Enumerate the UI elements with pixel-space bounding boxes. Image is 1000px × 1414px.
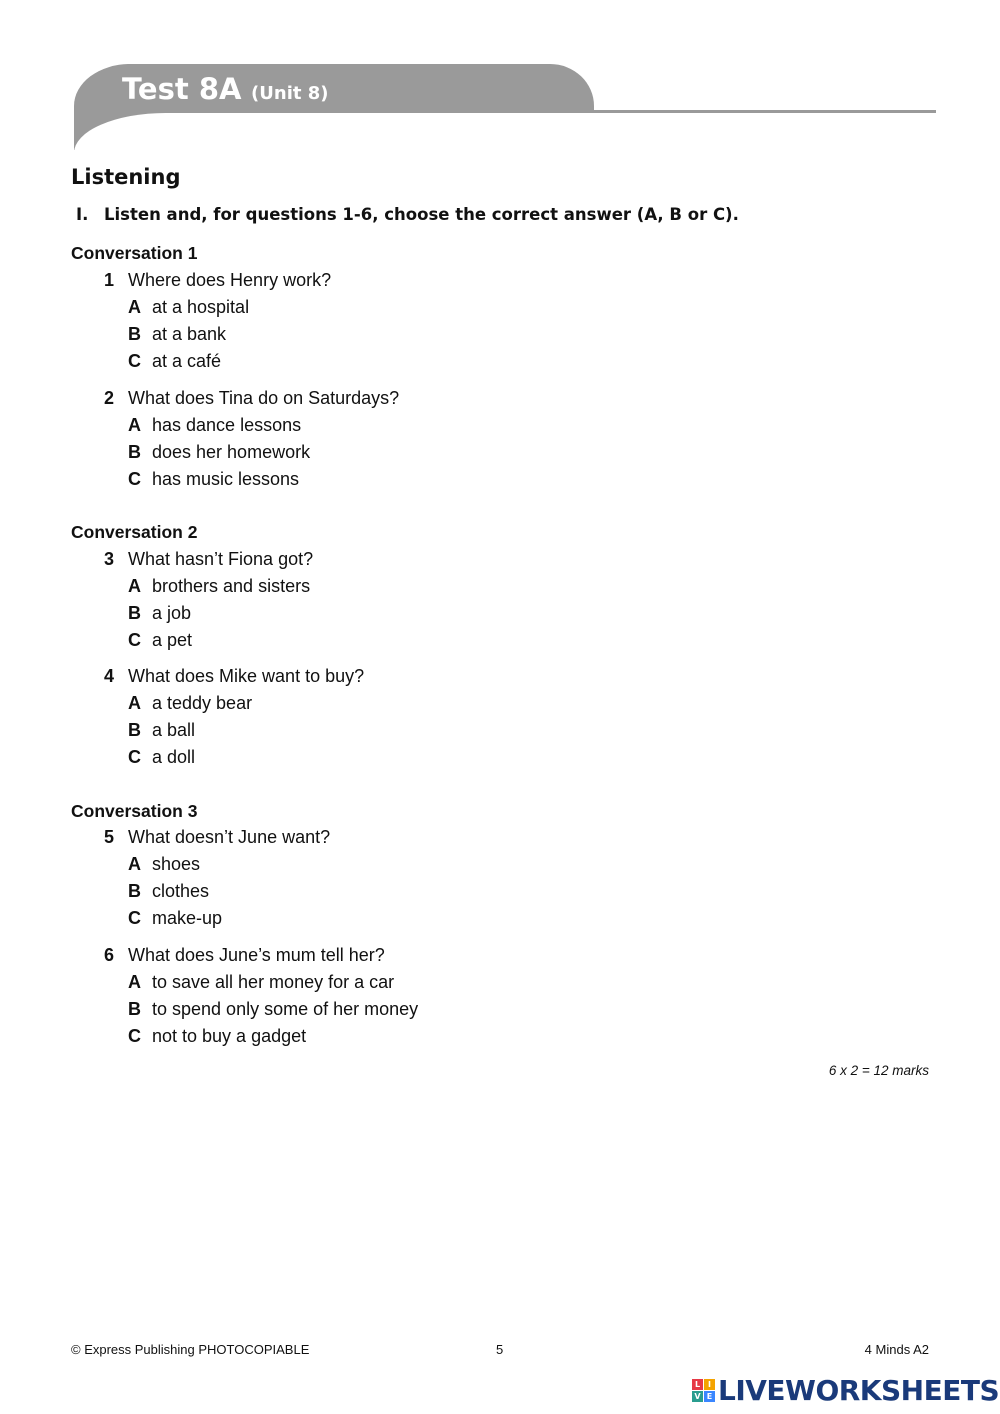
option-letter: C [128,1026,141,1046]
option[interactable] [128,324,226,345]
option-text: a pet [152,630,193,650]
question-number: 3 [104,549,115,569]
logo-block: V [692,1391,703,1402]
test-title: Test 8A [122,72,242,106]
option-text: does her homework [152,442,311,462]
option-letter: B [128,881,141,901]
option-letter: A [128,297,141,317]
header-rule [590,110,936,113]
option[interactable] [128,693,252,714]
footer-copyright: © Express Publishing PHOTOCOPIABLE [71,1342,310,1357]
question-text: What hasn’t Fiona got? [128,549,314,569]
option-text: a ball [152,720,196,740]
unit-subtitle: (Unit 8) [251,83,329,104]
option-letter: C [128,747,141,767]
instruction [76,205,739,224]
option-letter: C [128,908,141,928]
option-letter: C [128,469,141,489]
instruction-text: Listen and, for questions 1-6, choose the correct answer (A, B or C). [104,205,739,224]
option[interactable] [128,576,310,597]
option-text: at a hospital [152,297,250,317]
option-letter: C [128,630,141,650]
question-text: What does Tina do on Saturdays? [128,388,400,408]
option[interactable] [128,603,191,624]
option-letter: A [128,576,141,596]
option-text: has dance lessons [152,415,302,435]
option-letter: B [128,442,141,462]
option[interactable] [128,854,200,875]
option[interactable] [128,469,299,490]
option-text: brothers and sisters [152,576,311,596]
option-text: a job [152,603,192,623]
question [104,549,313,570]
question-text: What does June’s mum tell her? [128,945,385,965]
question [104,270,331,291]
option[interactable] [128,999,418,1020]
option-letter: C [128,351,141,371]
conversation-heading: Conversation 1 [71,243,198,263]
logo-text: LIVEWORKSHEETS [718,1374,1000,1407]
option-text: clothes [152,881,210,901]
option-text: a teddy bear [152,693,253,713]
option-text: a doll [152,747,196,767]
section-title: Listening [71,165,181,189]
question-number: 2 [104,388,115,408]
instruction-number: I. [76,205,89,224]
question-number: 6 [104,945,115,965]
question-text: Where does Henry work? [128,270,332,290]
option-text: make-up [152,908,223,928]
question-number: 1 [104,270,115,290]
page-number: 5 [496,1342,504,1357]
option-text: at a café [152,351,222,371]
option-letter: B [128,999,141,1019]
question-text: What does Mike want to buy? [128,666,365,686]
option[interactable] [128,720,195,741]
option[interactable] [128,297,249,318]
logo-blocks-icon [692,1379,715,1402]
option-text: at a bank [152,324,227,344]
logo-block: E [704,1391,715,1402]
option-letter: B [128,720,141,740]
logo-block: I [704,1379,715,1390]
option[interactable] [128,351,221,372]
header-tab-curve [74,113,604,153]
logo-block: L [692,1379,703,1390]
option-letter: A [128,854,141,874]
option[interactable] [128,972,394,993]
option[interactable] [128,442,310,463]
question [104,945,385,966]
option-text: has music lessons [152,469,300,489]
question-number: 4 [104,666,115,686]
option[interactable] [128,415,301,436]
option-letter: A [128,972,141,992]
marks-total: 6 x 2 = 12 marks [828,1063,929,1078]
option-text: to save all her money for a car [152,972,395,992]
option[interactable] [128,908,222,929]
option[interactable] [128,747,195,768]
option-letter: A [128,415,141,435]
option[interactable] [128,630,192,651]
option-letter: A [128,693,141,713]
option[interactable] [128,1026,306,1047]
conversation-heading: Conversation 2 [71,522,198,542]
page-title [122,72,328,106]
question-text: What doesn’t June want? [128,827,331,847]
question-number: 5 [104,827,115,847]
option-text: shoes [152,854,201,874]
option[interactable] [128,881,209,902]
option-letter: B [128,324,141,344]
question [104,388,399,409]
footer-book-title: 4 Minds A2 [864,1342,929,1357]
conversation-heading: Conversation 3 [71,801,198,821]
liveworksheets-logo[interactable] [692,1374,999,1407]
question [104,666,364,687]
option-text: not to buy a gadget [152,1026,307,1046]
option-letter: B [128,603,141,623]
question [104,827,330,848]
option-text: to spend only some of her money [152,999,419,1019]
